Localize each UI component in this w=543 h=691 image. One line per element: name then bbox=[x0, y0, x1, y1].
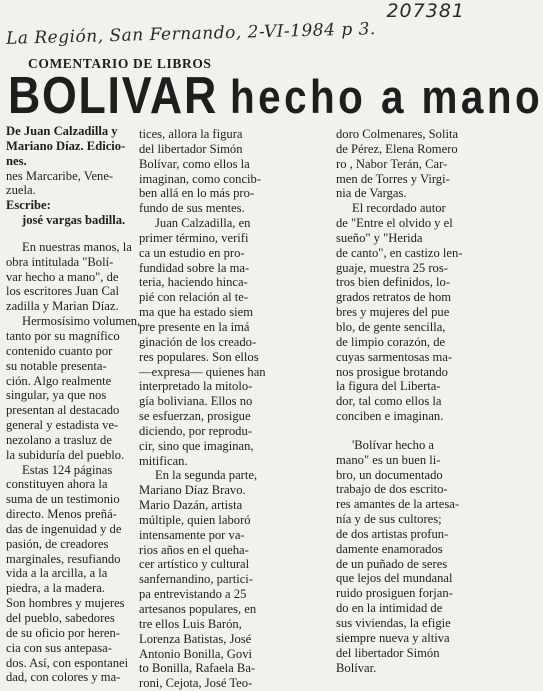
text-line: del pueblo, sabedores bbox=[6, 611, 115, 625]
text-line: Mario Dazán, artista bbox=[139, 498, 243, 513]
text-line: de un puñado de seres bbox=[336, 556, 448, 571]
text-line: interpretado la mitolo- bbox=[139, 379, 253, 394]
text-line: que lejos del mundanal bbox=[336, 571, 453, 586]
article-column-1 bbox=[6, 124, 141, 685]
text-line: josé vargas badilla. bbox=[22, 213, 126, 228]
text-line: del libertador Simón bbox=[336, 645, 440, 660]
text-line: var hecho a mano", de bbox=[6, 269, 119, 284]
text-line: —expresa— quienes han bbox=[139, 364, 266, 379]
text-line: Lorenza Batistas, José bbox=[139, 631, 252, 646]
text-line: pié con relación al te- bbox=[139, 290, 249, 305]
text-line: siempre nueva y altiva bbox=[336, 630, 450, 645]
text-line: de su oficio por heren- bbox=[6, 625, 121, 640]
text-line: blo, de gente sencilla, bbox=[336, 319, 446, 334]
text-line: obra intitulada "Bolí- bbox=[6, 254, 114, 269]
text-line: ruido prosiguen forjan- bbox=[336, 586, 453, 601]
text-line: 'Bolívar hecho a bbox=[352, 437, 435, 452]
text-line: tanto por su magnífico bbox=[6, 328, 120, 343]
text-line: piedra, a la madera. bbox=[6, 581, 105, 596]
text-line: Son hombres y mujeres bbox=[6, 596, 125, 611]
text-line: marginales, resufiando bbox=[6, 551, 121, 566]
text-line: dor, tal como ellos la bbox=[336, 394, 442, 409]
headline-word-bolivar: BOLIVAR bbox=[8, 67, 218, 125]
text-line: mitifican. bbox=[139, 453, 188, 468]
text-line: zuela. bbox=[6, 183, 36, 198]
text-line: cer artístico y cultural bbox=[139, 557, 250, 572]
text-line: vida a la arcilla, a la bbox=[6, 566, 108, 581]
text-line: sus viviendas, la efigie bbox=[336, 616, 451, 630]
text-line: ma que ha estado siem bbox=[139, 305, 254, 320]
text-line: ca un estudio en pro- bbox=[139, 245, 245, 260]
text-line: la subiduría del pueblo. bbox=[6, 447, 125, 462]
text-line: intensamente por va- bbox=[139, 527, 245, 542]
article-column-3 bbox=[336, 127, 463, 675]
text-line: ción. Algo realmente bbox=[6, 373, 112, 388]
text-line: men de Torres y Virgi- bbox=[336, 171, 450, 186]
text-line: Mariano Díaz Bravo. bbox=[139, 483, 246, 498]
section-heading: COMENTARIO DE LIBROS bbox=[28, 56, 212, 71]
text-line: Bolívar, como ellos la bbox=[139, 156, 250, 171]
text-line: En nuestras manos, la bbox=[22, 239, 132, 254]
text-line: pre presente en la imá bbox=[139, 319, 250, 334]
text-line: constituyen ahora la bbox=[6, 477, 108, 492]
text-line: dad, con colores y ma- bbox=[6, 670, 121, 685]
text-line: ro , Nabor Terán, Car- bbox=[336, 156, 448, 171]
text-line: los escritores Juan Cal bbox=[6, 284, 119, 299]
text-line: nes. bbox=[6, 153, 27, 168]
text-line: de canto", en castizo len- bbox=[336, 245, 463, 260]
text-line: trabajo de dos escrito- bbox=[336, 482, 448, 497]
text-line: fundidad sobre la ma- bbox=[139, 260, 250, 275]
headline bbox=[8, 67, 543, 125]
text-line: pa entrevistando a 25 bbox=[139, 587, 247, 602]
paragraph-gap bbox=[336, 424, 460, 438]
text-line: de limpio corazón, de bbox=[336, 334, 446, 349]
text-line: das de ingenuidad y de bbox=[6, 521, 122, 536]
handwritten-source-note: La Región, San Fernando, 2-VI-1984 p 3. bbox=[5, 19, 377, 49]
text-line: ginación de los creado- bbox=[139, 334, 257, 349]
text-line: rios años en el queha- bbox=[139, 542, 249, 557]
text-line: roni, Cejota, José Teo- bbox=[139, 676, 253, 691]
archive-number: 207381 bbox=[386, 0, 465, 22]
text-line: cuyas sarmentosas ma- bbox=[336, 349, 453, 364]
text-line: gía boliviana. Ellos no bbox=[139, 394, 253, 409]
text-line: pasión, de creadores bbox=[6, 536, 109, 551]
text-line: contenido cuanto por bbox=[6, 343, 113, 358]
text-line: doro Colmenares, Solita bbox=[336, 127, 459, 141]
text-line: mano" es un buen li- bbox=[336, 452, 441, 467]
text-line: se esfuerzan, prosigue bbox=[139, 409, 251, 424]
text-line: diciendo, por reprodu- bbox=[139, 423, 252, 438]
text-line: sanfernandino, partici- bbox=[139, 572, 253, 587]
text-line: de dos artistas profun- bbox=[336, 526, 449, 541]
text-line: de "Entre el olvido y el bbox=[336, 216, 453, 231]
text-line: El recordado autor bbox=[352, 201, 446, 216]
text-line: de Pérez, Elena Romero bbox=[336, 141, 458, 156]
text-line: presentan al destacado bbox=[6, 403, 120, 418]
text-line: suma de un testimonio bbox=[6, 492, 120, 507]
text-line: sueño" y "Herida bbox=[336, 230, 423, 245]
text-line: En la segunda parte, bbox=[155, 468, 258, 483]
text-line: directo. Menos preñá- bbox=[6, 507, 117, 522]
text-line: artesanos populares, en bbox=[139, 602, 257, 616]
text-line: del libertador Simón bbox=[139, 141, 243, 156]
text-line: ben allá en lo más pro- bbox=[139, 186, 255, 201]
text-line: Escribe: bbox=[6, 198, 51, 213]
text-line: tros bien definidos, lo- bbox=[336, 275, 451, 290]
text-line: cia con sus antepasa- bbox=[6, 640, 112, 655]
text-line: Mariano Díaz. Edicio- bbox=[6, 138, 126, 153]
text-line: su notable presenta- bbox=[6, 358, 107, 373]
text-line: cir, sino que imaginan, bbox=[139, 438, 254, 453]
article-column-2 bbox=[139, 127, 266, 691]
text-line: nezolano a trasluz de bbox=[6, 432, 112, 447]
text-line: nía y de sus cultores; bbox=[336, 512, 442, 527]
text-line: nia de Vargas. bbox=[336, 186, 407, 201]
text-line: la figura del Liberta- bbox=[336, 379, 441, 394]
text-line: guaje, muestra 25 ros- bbox=[336, 260, 448, 275]
text-line: damente enamorados bbox=[336, 541, 443, 556]
text-line: Bolívar. bbox=[336, 660, 377, 675]
text-line: conciben e imaginan. bbox=[336, 409, 444, 424]
text-line: res populares. Son ellos bbox=[139, 349, 259, 364]
text-line: nos prosigue brotando bbox=[336, 364, 448, 379]
paragraph-gap bbox=[6, 228, 128, 240]
text-line: Juan Calzadilla, en bbox=[155, 216, 251, 231]
text-line: do en la intimidad de bbox=[336, 601, 443, 616]
text-line: tices, allora la figura bbox=[139, 127, 243, 141]
text-line: to Bonilla, Rafaela Ba- bbox=[139, 661, 256, 676]
text-line: fundo de sus mentes. bbox=[139, 201, 245, 216]
text-line: bres y mujeres del pue bbox=[336, 305, 450, 320]
text-line: res amantes de la artesa- bbox=[336, 497, 460, 512]
text-line: dos. Así, con espontanei bbox=[6, 655, 129, 670]
text-line: teria, haciendo hinca- bbox=[139, 275, 248, 290]
text-line: imaginan, como concib- bbox=[139, 171, 262, 186]
text-line: múltiple, quien laboró bbox=[139, 512, 251, 527]
text-line: Antonio Bonilla, Govi bbox=[139, 646, 252, 661]
text-line: singular, ya que nos bbox=[6, 388, 107, 403]
text-line: general y estadista ve- bbox=[6, 418, 119, 433]
text-line: tre ellos Luis Barón, bbox=[139, 616, 242, 631]
text-line: zadilla y Marian Díaz. bbox=[6, 299, 119, 314]
text-line: grados retratos de hom bbox=[336, 290, 452, 305]
text-line: bro, un documentado bbox=[336, 467, 443, 482]
text-line: Estas 124 páginas bbox=[22, 462, 113, 477]
text-line: De Juan Calzadilla y bbox=[6, 124, 118, 138]
text-line: Hermosísimo volumen, bbox=[22, 314, 141, 329]
text-line: primer término, verifi bbox=[139, 230, 249, 245]
headline-rest: hecho a mano bbox=[230, 70, 543, 123]
text-line: nes Marcaribe, Vene- bbox=[6, 168, 114, 183]
